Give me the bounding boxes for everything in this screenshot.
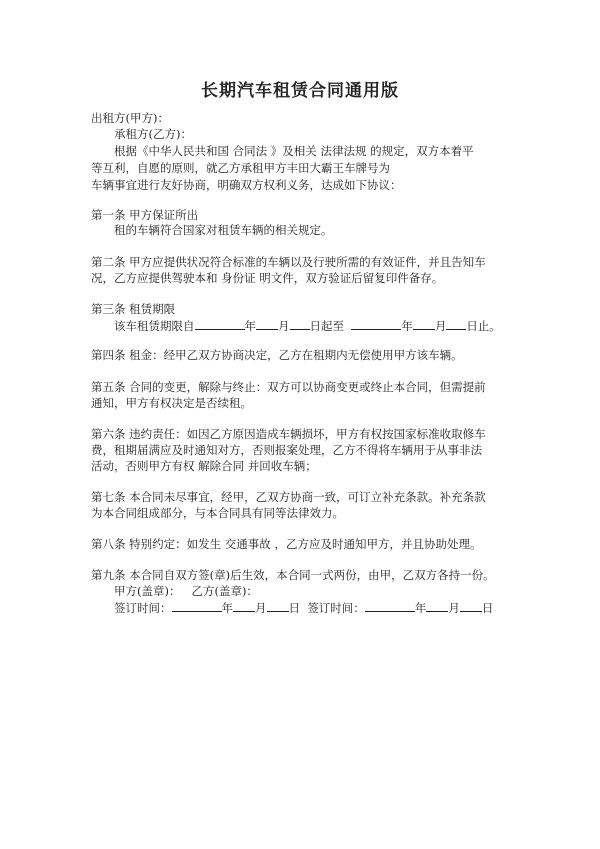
article-2-line-1: 第二条 甲方应提供状况符合标准的车辆以及行驶所需的有效证件，并且告知车 (91, 255, 486, 269)
article-5-line-2: 通知，甲方有权决定是否续租。 (91, 396, 252, 410)
document-title: 长期汽车租赁合同通用版 (201, 81, 399, 101)
start-month-blank (256, 318, 278, 330)
party-a-year-blank (172, 600, 222, 612)
intro-line-3: 车辆事宜进行友好协商，明确双方权利义务，达成如下协议： (91, 178, 402, 192)
party-a-seal-label: 甲方(盖章)： (114, 584, 181, 598)
article-3-title: 第三条 租赁期限 (91, 302, 176, 316)
article-7-line-2: 为本合同组成部分，与本合同具有同等法律效力。 (91, 506, 344, 520)
signature-parties (114, 584, 258, 598)
end-day-blank (446, 318, 466, 330)
start-day-blank (290, 318, 310, 330)
party-a-month-blank (233, 600, 255, 612)
start-year-label: 年 (244, 319, 256, 333)
end-year-label: 年 (401, 319, 413, 333)
article-6-line-2: 费，租期届满应及时通知对方，否则报案处理，乙方不得将车辆用于从事非法 (91, 443, 482, 457)
party-b-month-blank (426, 600, 448, 612)
article-9: 第九条 本合同自双方签(章)后生效，本合同一式两份，由甲，乙双方各持一份。 (91, 568, 495, 582)
end-day-label: 日止。 (466, 319, 501, 333)
article-2-line-2: 况，乙方应提供驾驶本和 身份证 明文件，双方验证后留复印件备存。 (91, 271, 444, 285)
party-b-year-blank (365, 600, 415, 612)
article-6-line-3: 活动，否则甲方有权 解除合同 并回收车辆； (91, 459, 317, 473)
lessee-line: 承租方(乙方)： (114, 127, 192, 141)
party-b-year-label: 年 (414, 601, 427, 615)
end-month-label: 月 (434, 319, 447, 333)
party-a-year-label: 年 (221, 601, 233, 615)
party-b-day-blank (460, 600, 482, 612)
end-year-blank (351, 318, 401, 330)
party-a-month-label: 月 (255, 601, 267, 615)
party-a-sign-time-label: 签订时间： (114, 601, 172, 615)
start-month-label: 月 (278, 319, 290, 333)
period-prefix: 该车租赁期限自 (114, 319, 195, 333)
article-3-period (114, 318, 501, 333)
intro-line-1: 根据《中华人民共和国 合同法 》及相关 法律法规 的规定，双方本着平 (114, 144, 474, 158)
party-a-day-blank (267, 600, 289, 612)
party-b-seal-label: 乙方(盖章)： (191, 584, 258, 598)
article-1-title: 第一条 甲方保证所出 (91, 208, 199, 222)
signature-dates (114, 600, 493, 615)
article-4: 第四条 租金：经甲乙双方协商决定，乙方在租期内无偿使用甲方该车辆。 (91, 348, 463, 362)
article-7-line-1: 第七条 本合同未尽事宜，经甲，乙双方协商一致，可订立补充条款。补充条款 (91, 490, 486, 504)
end-month-blank (413, 318, 435, 330)
start-year-blank (195, 318, 245, 330)
article-6-line-1: 第六条 违约责任：如因乙方原因造成车辆损坏，甲方有权按国家标准收取修车 (91, 427, 486, 441)
party-b-sign-time-label: 签订时间： (307, 601, 365, 615)
article-1-text: 租的车辆符合国家对租赁车辆的相关规定。 (114, 223, 333, 237)
party-b-month-label: 月 (448, 601, 460, 615)
lessor-line: 出租方(甲方)： (91, 111, 169, 125)
article-8: 第八条 特别约定：如发生 交通事故 ，乙方应及时通知甲方，并且协助处理。 (91, 537, 482, 551)
article-5-line-1: 第五条 合同的变更，解除与终止：双方可以协商变更或终止本合同，但需提前 (91, 380, 486, 394)
party-a-day-label: 日 (288, 601, 300, 615)
party-b-day-label: 日 (481, 601, 494, 615)
intro-line-2: 等互利，自愿的原则，就乙方承租甲方丰田大霸王车牌号为 (91, 161, 390, 175)
start-day-label: 日起至 (309, 319, 344, 333)
